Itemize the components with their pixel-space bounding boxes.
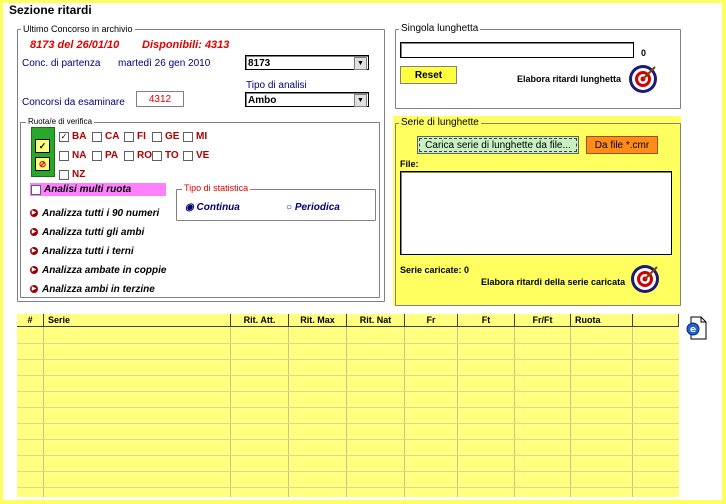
- action-label: Analizza tutti i terni: [42, 246, 134, 257]
- file-label: File:: [400, 159, 419, 169]
- multi-wheel-label: Analisi multi ruota: [44, 184, 132, 195]
- svg-text:e: e: [689, 325, 697, 335]
- wheel-checkbox[interactable]: [124, 132, 134, 142]
- play-icon: ▶: [31, 210, 37, 217]
- wheel-label: PA: [105, 150, 119, 161]
- wheel-checkbox[interactable]: [152, 132, 162, 142]
- uncheck-all-icon[interactable]: ⊘: [35, 157, 50, 171]
- export-icon[interactable]: [686, 316, 708, 340]
- action-label: Analizza ambate in coppie: [42, 265, 167, 276]
- chevron-down-icon[interactable]: ▼: [354, 57, 367, 70]
- radio-periodica[interactable]: [286, 202, 340, 213]
- column-header[interactable]: Fr: [405, 314, 458, 327]
- wheel-label: VE: [196, 150, 210, 161]
- play-icon: ▶: [31, 229, 37, 236]
- grid-row-line: [17, 391, 679, 392]
- grid-row-line: [17, 439, 679, 440]
- wheel-checkbox[interactable]: [183, 151, 193, 161]
- radio-selected-icon: ◉: [185, 202, 194, 213]
- check-all-icon[interactable]: ✓: [35, 139, 50, 153]
- start-draw-select[interactable]: [245, 55, 369, 70]
- window-title: Sezione ritardi: [9, 3, 92, 17]
- wheel-checkbox[interactable]: ✓: [60, 132, 68, 141]
- wheel-checkbox[interactable]: [124, 151, 134, 161]
- column-header[interactable]: Rit. Nat: [347, 314, 405, 327]
- available-draws: Disponibili: 4313: [142, 39, 230, 51]
- action-link[interactable]: [30, 265, 166, 276]
- grid-row-line: [17, 407, 679, 408]
- radio-periodica-label: Periodica: [294, 202, 340, 213]
- examine-label: Concorsi da esaminare: [22, 97, 125, 108]
- wheel-checkbox[interactable]: [92, 151, 102, 161]
- action-label: Analizza tutti gli ambi: [42, 227, 145, 238]
- single-input[interactable]: [400, 42, 634, 58]
- wheel-label: GE: [165, 131, 180, 142]
- radio-unselected-icon: ○: [286, 202, 293, 213]
- wheel-checkbox[interactable]: [92, 132, 102, 142]
- analysis-type-value: Ambo: [248, 95, 277, 106]
- play-icon: ▶: [31, 286, 37, 293]
- action-link[interactable]: [30, 284, 155, 295]
- grid-row-line: [17, 359, 679, 360]
- play-icon: ▶: [31, 267, 37, 274]
- analysis-label: Tipo di analisi: [246, 80, 307, 91]
- action-link[interactable]: [30, 208, 159, 219]
- grid-row-line: [17, 471, 679, 472]
- wheel-label: NZ: [72, 169, 86, 180]
- grid-row-line: [17, 343, 679, 344]
- reset-button[interactable]: Reset: [400, 66, 457, 84]
- loaded-count: Serie caricate: 0: [400, 265, 470, 275]
- results-table[interactable]: [17, 314, 679, 497]
- chevron-down-icon[interactable]: ▼: [354, 94, 367, 107]
- wheel-label: CA: [105, 131, 120, 142]
- target-icon[interactable]: [630, 264, 660, 294]
- column-header[interactable]: Rit. Max: [289, 314, 347, 327]
- grid-row-line: [17, 423, 679, 424]
- last-draw: 8173 del 26/01/10: [30, 39, 120, 51]
- column-header[interactable]: Ruota: [571, 314, 633, 327]
- start-label: Conc. di partenza: [22, 58, 101, 69]
- wheel-label: FI: [137, 131, 146, 142]
- wheel-label: TO: [165, 150, 179, 161]
- column-header[interactable]: Serie: [44, 314, 231, 327]
- play-icon: ▶: [31, 248, 37, 255]
- file-list[interactable]: [400, 171, 672, 255]
- wheel-label: MI: [196, 131, 208, 142]
- grid-row-line: [17, 487, 679, 488]
- start-draw-value: 8173: [248, 58, 271, 69]
- wheel-label: NA: [72, 150, 87, 161]
- wheel-label: BA: [72, 131, 87, 142]
- load-series-button[interactable]: Carica serie di lunghette da file...: [417, 136, 579, 154]
- column-header[interactable]: #: [17, 314, 44, 327]
- analysis-type-select[interactable]: [245, 92, 369, 107]
- series-elaborate-label: Elabora ritardi della serie caricata: [481, 277, 626, 287]
- wheel-checkbox[interactable]: [59, 151, 69, 161]
- action-label: Analizza tutti i 90 numeri: [42, 208, 160, 219]
- column-header[interactable]: [633, 314, 679, 327]
- wheel-label: RO: [137, 150, 152, 161]
- single-legend: Singola lunghetta: [401, 23, 479, 34]
- start-date: martedì 26 gen 2010: [118, 58, 211, 69]
- action-link[interactable]: [30, 246, 134, 257]
- grid-row-line: [17, 375, 679, 376]
- load-cmr-button[interactable]: Da file *.cmr: [586, 136, 658, 154]
- column-header[interactable]: Ft: [458, 314, 515, 327]
- column-header[interactable]: Rit. Att.: [231, 314, 289, 327]
- radio-continua[interactable]: [185, 202, 240, 213]
- wheels-legend: Ruota/e di verifica: [28, 117, 93, 126]
- column-header[interactable]: Fr/Ft: [515, 314, 571, 327]
- stat-type-legend: Tipo di statistica: [184, 183, 249, 193]
- action-link[interactable]: [30, 227, 144, 238]
- multi-wheel-toggle[interactable]: [30, 183, 166, 196]
- single-elaborate-label: Elabora ritardi lunghetta: [517, 74, 622, 84]
- wheel-checkbox[interactable]: [183, 132, 193, 142]
- grid-row-line: [17, 455, 679, 456]
- action-label: Analizza ambi in terzine: [42, 284, 155, 295]
- series-legend: Serie di lunghette: [401, 117, 479, 128]
- target-icon[interactable]: [628, 64, 658, 94]
- wheel-checkbox[interactable]: [59, 170, 69, 180]
- examine-input[interactable]: 4312: [136, 91, 184, 107]
- multi-wheel-checkbox[interactable]: [31, 185, 41, 195]
- archive-legend: Ultimo Concorso in archivio: [23, 24, 133, 34]
- wheel-checkbox[interactable]: [152, 151, 162, 161]
- single-count: 0: [641, 48, 647, 58]
- radio-continua-label: Continua: [196, 202, 240, 213]
